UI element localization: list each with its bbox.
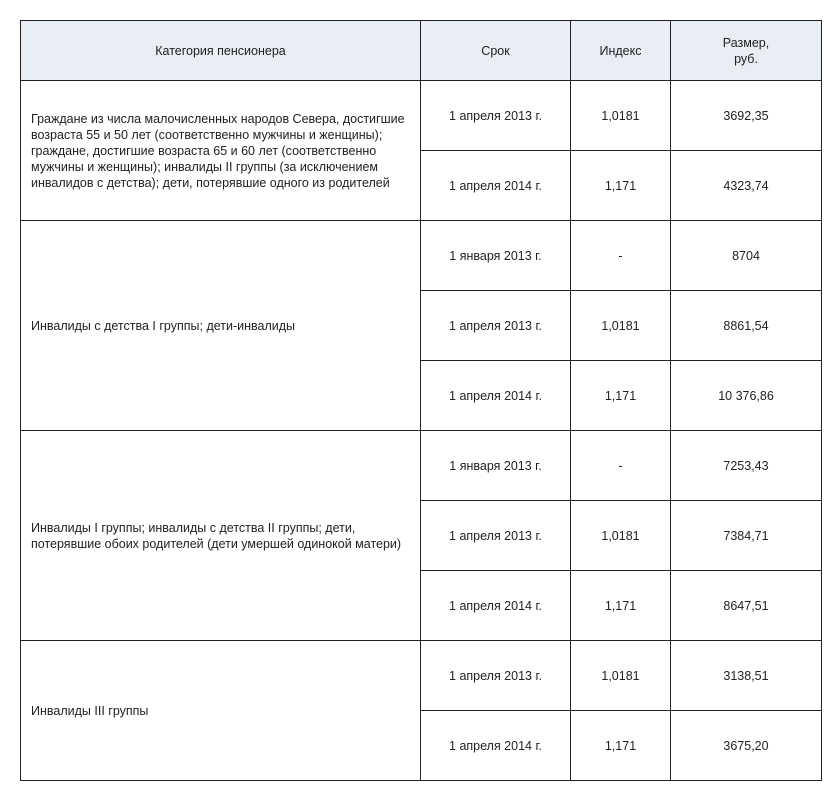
size-cell: 7253,43	[671, 431, 822, 501]
table-row	[21, 81, 822, 151]
date-cell: 1 апреля 2014 г.	[421, 151, 571, 221]
index-cell: 1,0181	[571, 81, 671, 151]
index-cell: 1,171	[571, 711, 671, 781]
header-size-label: Размер, руб.	[722, 35, 770, 66]
date-cell: 1 апреля 2013 г.	[421, 641, 571, 711]
size-cell: 8704	[671, 221, 822, 291]
table-header	[21, 21, 822, 81]
index-cell: -	[571, 431, 671, 501]
date-cell: 1 апреля 2014 г.	[421, 361, 571, 431]
index-cell: 1,171	[571, 571, 671, 641]
size-value: 10 376,86	[718, 388, 774, 403]
date-cell: 1 апреля 2014 г.	[421, 711, 571, 781]
header-category: Категория пенсионера	[21, 21, 421, 81]
pension-table	[20, 20, 822, 781]
header-row	[21, 21, 822, 81]
header-date: Срок	[421, 21, 571, 81]
category-cell: Инвалиды III группы	[21, 641, 421, 781]
size-cell: 3675,20	[671, 711, 822, 781]
header-index: Индекс	[571, 21, 671, 81]
header-size	[671, 21, 822, 81]
size-cell: 8647,51	[671, 571, 822, 641]
index-cell: 1,0181	[571, 291, 671, 361]
date-cell: 1 апреля 2013 г.	[421, 291, 571, 361]
index-cell: 1,171	[571, 151, 671, 221]
table-body	[21, 81, 822, 781]
size-cell: 3138,51	[671, 641, 822, 711]
index-cell: 1,0181	[571, 501, 671, 571]
category-cell: Инвалиды с детства I группы; дети-инвалиды	[21, 221, 421, 431]
size-cell: 3692,35	[671, 81, 822, 151]
index-cell: -	[571, 221, 671, 291]
date-cell: 1 января 2013 г.	[421, 431, 571, 501]
size-cell	[671, 361, 822, 431]
index-cell: 1,0181	[571, 641, 671, 711]
table-row	[21, 431, 822, 501]
date-cell: 1 января 2013 г.	[421, 221, 571, 291]
date-cell: 1 апреля 2013 г.	[421, 501, 571, 571]
date-cell: 1 апреля 2014 г.	[421, 571, 571, 641]
index-cell: 1,171	[571, 361, 671, 431]
table-row	[21, 221, 822, 291]
size-cell: 7384,71	[671, 501, 822, 571]
category-cell: Инвалиды I группы; инвалиды с детства II группы; дети, потерявшие обоих родителей (дети умершей одинокой матери)	[21, 431, 421, 641]
category-cell: Граждане из числа малочисленных народов Севера, достигшие возраста 55 и 50 лет (соответственно мужчины и женщины); граждане, достигшие возраста 65 и 60 лет (соответственно мужчины и женщины); инвалиды II группы (за исключением инвалидов с детства); дети, потерявшие одного из родителей	[21, 81, 421, 221]
size-cell: 8861,54	[671, 291, 822, 361]
size-cell: 4323,74	[671, 151, 822, 221]
table-row	[21, 641, 822, 711]
date-cell: 1 апреля 2013 г.	[421, 81, 571, 151]
